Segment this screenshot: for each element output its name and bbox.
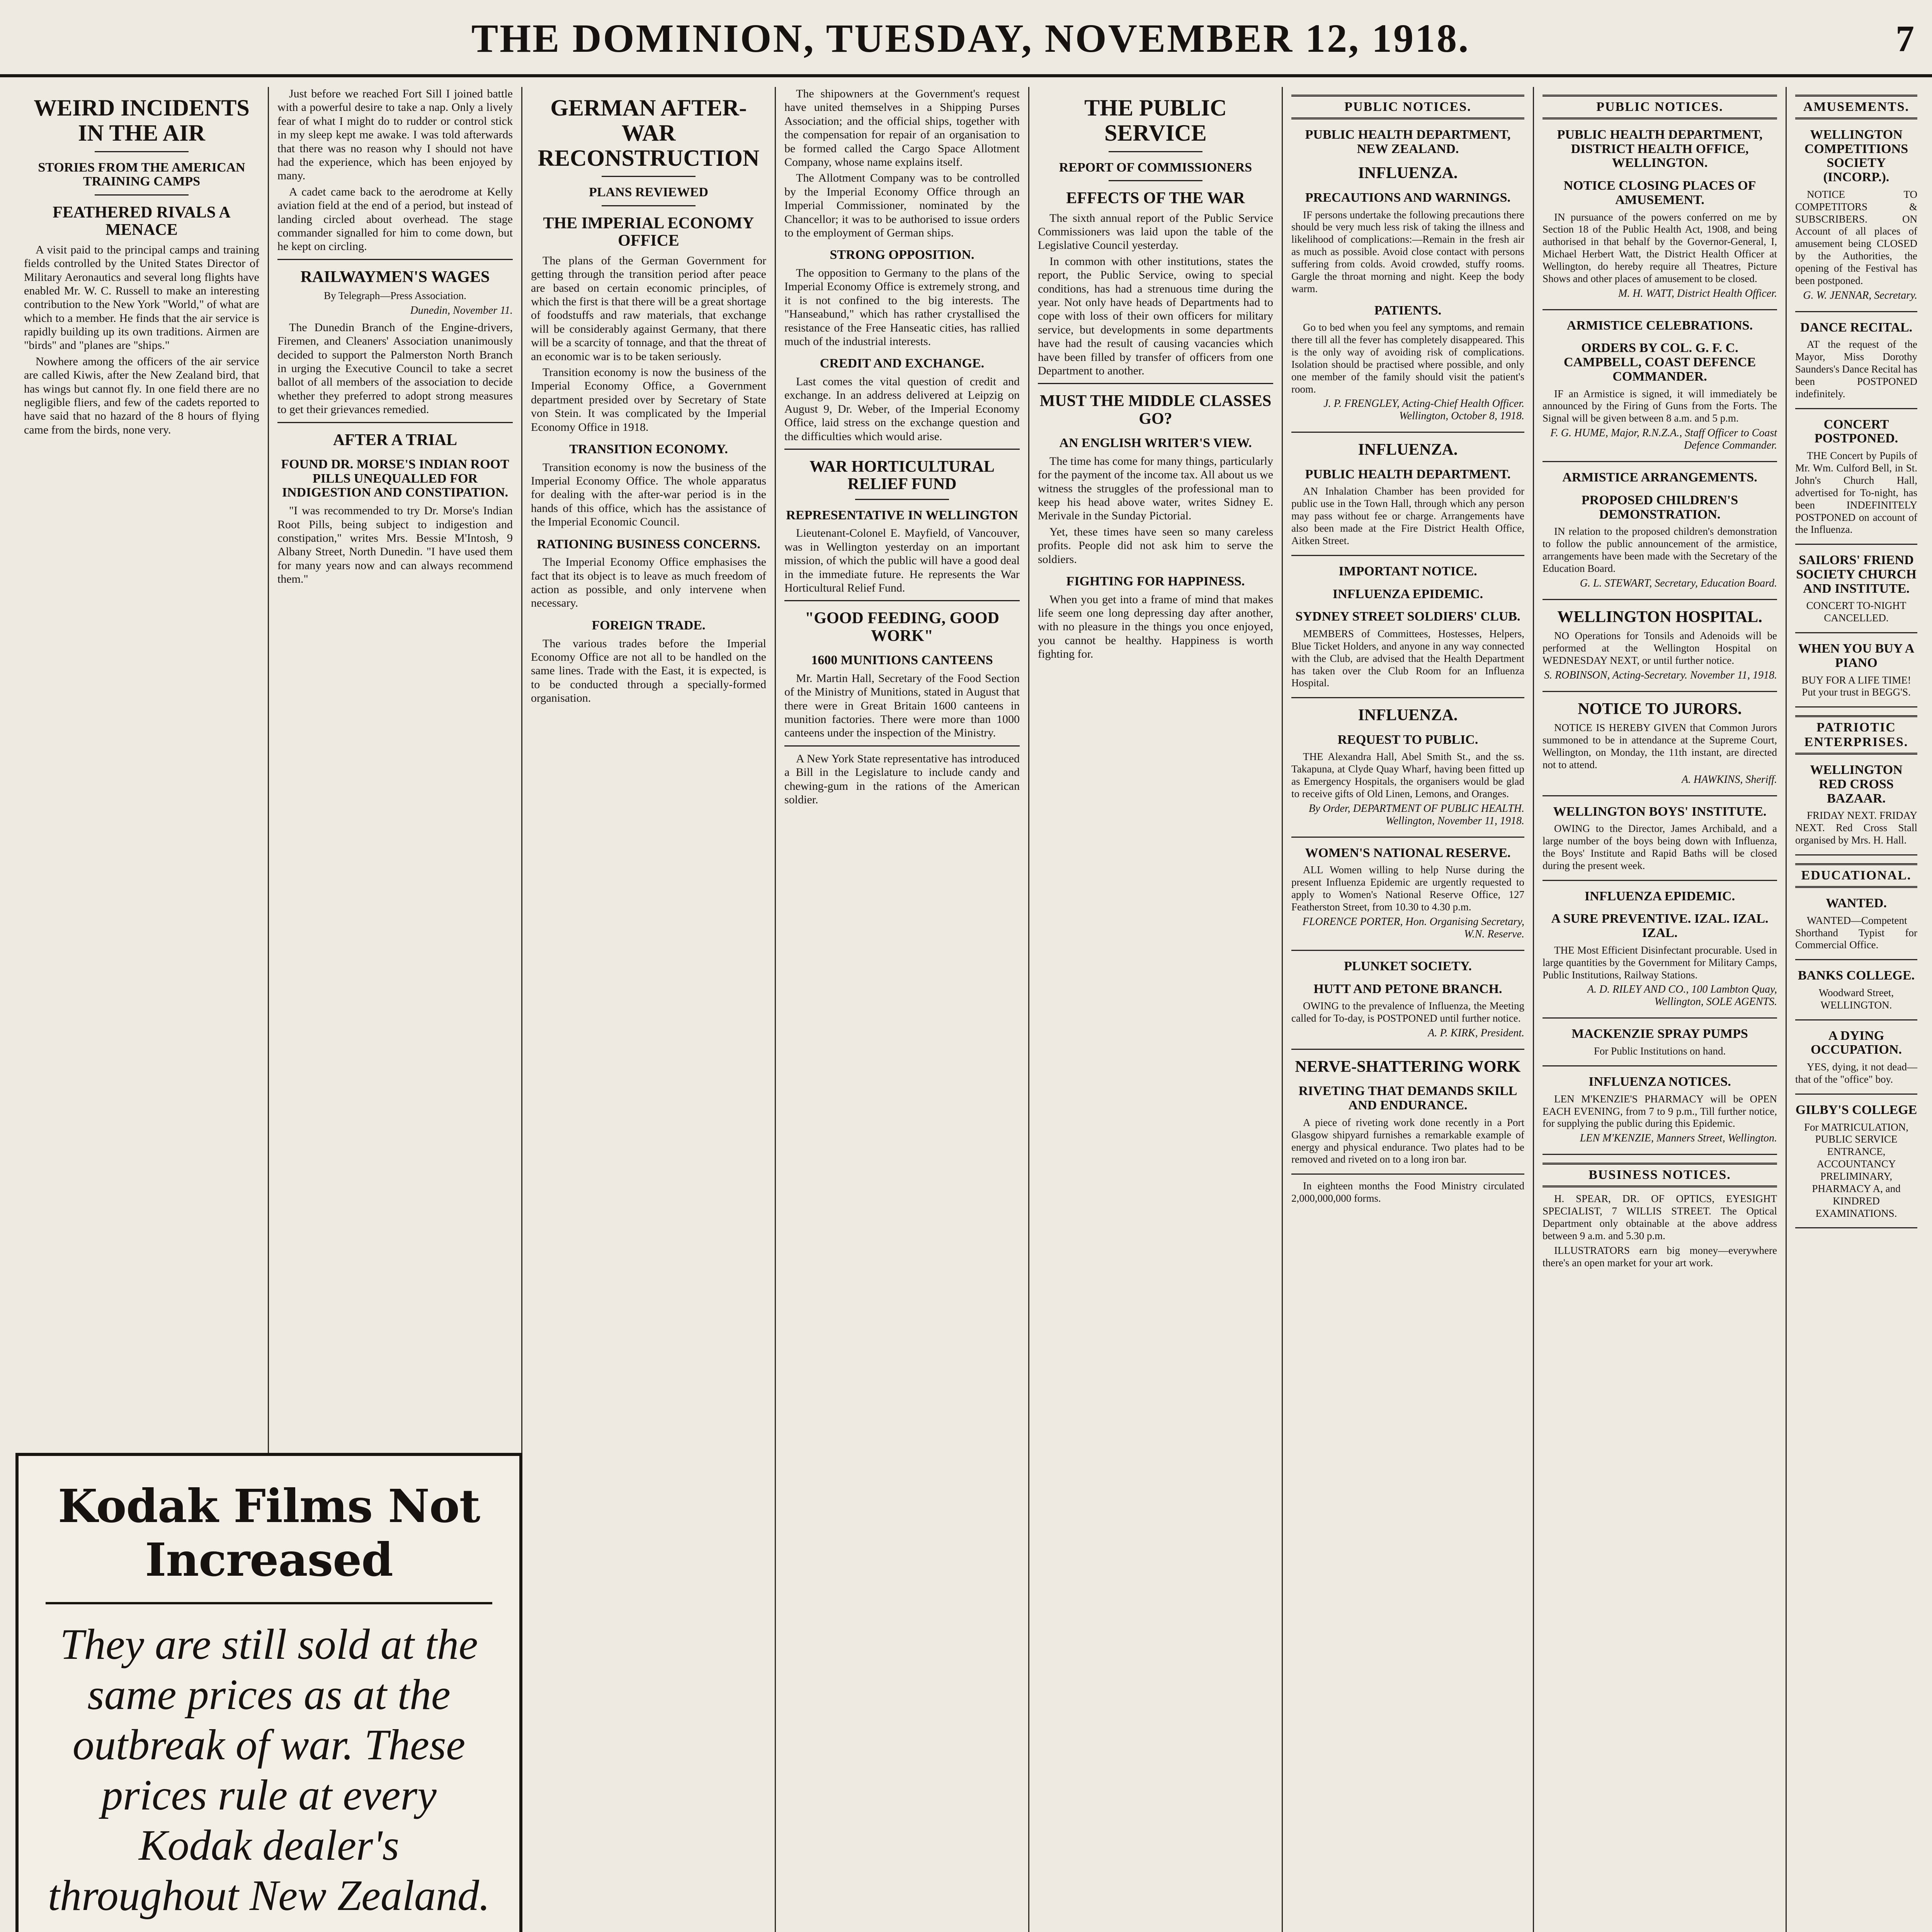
- notice-heading: PATIENTS.: [1374, 303, 1442, 318]
- kodak-advertisement: [15, 1453, 522, 1932]
- notice-heading: WELLINGTON COMPETITIONS SOCIETY (INCORP.).: [1804, 128, 1908, 185]
- news-brief: In eighteen months the Food Ministry circulated 2,000,000,000 forms.: [1291, 1180, 1524, 1204]
- notice-text: THE Alexandra Hall, Abel Smith St., and the ss. Takapuna, at Clyde Quay Wharf, having been fitted up as Emergency Hospitals, the organisers would be glad to receive gifts of Old Linen, Lemons, and Oranges.: [1291, 751, 1524, 799]
- ad-body-text: They are still sold at the same prices as at the outbreak of war. These prices rule at every Kodak dealer's throughout New Zealand.: [48, 1621, 490, 1920]
- notice: [1795, 1029, 1917, 1095]
- notice-text: AN Inhalation Chamber has been provided for public use in the Town Hall, through which any person may pass without fee or charge. Arrangements have also been made at the Fire District Health Office, Aitken Street.: [1291, 485, 1524, 546]
- page-number: 7: [1896, 18, 1914, 59]
- notice: [1291, 707, 1524, 838]
- column-3: [522, 87, 776, 1932]
- divider: [784, 449, 1020, 450]
- article-headline: RAILWAYMEN'S WAGES: [300, 268, 490, 286]
- notice: [1543, 889, 1777, 1019]
- article-paragraph: Transition economy is now the business of the Imperial Economy Office, a Government department presided over by Secretary of State von Stein. It was complicated by the Imperial Economy Office in 1918.: [531, 366, 766, 434]
- article-paragraph: Lieutenant-Colonel E. Mayfield, of Vancouver, was in Wellington yesterday on an important mission, of which the public will have a good deal in the immediate future. He represents the War Horticultural Relief Fund.: [784, 527, 1020, 595]
- notice-heading: INFLUENZA NOTICES.: [1588, 1075, 1731, 1089]
- notice-text: MEMBERS of Committees, Hostesses, Helpers, Blue Ticket Holders, and anyone in any way connected with the Club, are advised that the Health Department has taken over the Club Room for an Influenza Hospital.: [1291, 628, 1524, 689]
- divider: [602, 176, 696, 177]
- notice-heading: HUTT AND PETONE BRANCH.: [1313, 981, 1502, 996]
- article: [1291, 1058, 1524, 1175]
- notice-text: NOTICE TO COMPETITORS & SUBSCRIBERS. ON Account of all places of amusement being CLOSED by the Authorities, the opening of the Festival has been postponed.: [1795, 188, 1917, 286]
- notice-heading: PUBLIC HEALTH DEPARTMENT, NEW ZEALAND.: [1305, 128, 1511, 156]
- notice-text: OWING to the Director, James Archibald, and a large number of the boys being down with Influenza, the Boys' Institute and Rapid Baths will be closed during the present week.: [1543, 823, 1777, 871]
- column-4: [776, 87, 1029, 1932]
- article-subheadline: EFFECTS OF THE WAR: [1066, 189, 1245, 207]
- notice-heading: INFLUENZA EPIDEMIC.: [1584, 889, 1735, 903]
- notice: [1795, 128, 1917, 312]
- notice-heading: CONCERT POSTPONED.: [1814, 417, 1898, 446]
- divider: [784, 600, 1020, 601]
- notice-text: IN pursuance of the powers conferred on me by Section 18 of the Public Health Act, 1908, and being authorised in that behalf by the Governor-General, I, Michael Herbert Watt, the District Health Officer at Wellington, do hereby require all Theatres, Picture Shows and other places of amusement to be closed.: [1543, 211, 1777, 284]
- article-headline: WEIRD INCIDENTS IN THE AIR: [34, 95, 250, 146]
- masthead: [0, 0, 1932, 77]
- notice: [1795, 553, 1917, 633]
- notice-text: AT the request of the Mayor, Miss Dorothy Saunders's Dance Recital has been POSTPONED indefinitely.: [1795, 338, 1918, 400]
- article-paragraph: The Dunedin Branch of the Engine-drivers, Firemen, and Cleaners' Association unanimously decided to support the Palmerston North Branch in urging the Executive Council to take a secret ballot of all members of the association to decide whether they preferred to adopt strong measures to get their grievances remedied.: [277, 321, 513, 416]
- notice: [1543, 128, 1777, 310]
- notice-text: OWING to the prevalence of Influenza, the Meeting called for To-day, is POSTPONED until further notice.: [1291, 1000, 1524, 1024]
- section-subhead: TRANSITION ECONOMY.: [569, 442, 728, 456]
- notice-heading: INFLUENZA.: [1358, 164, 1458, 182]
- notice-heading: PLUNKET SOCIETY.: [1344, 959, 1472, 973]
- notice-signature: G. L. STEWART, Secretary, Education Board.: [1580, 577, 1777, 589]
- notice: [1291, 128, 1524, 433]
- ad-headline: Kodak Films Not Increased: [58, 1479, 480, 1587]
- notice: [1543, 609, 1777, 692]
- notice-heading: ARMISTICE CELEBRATIONS.: [1566, 318, 1753, 333]
- divider: [784, 745, 1020, 747]
- notice-text: YES, dying, it not dead—that of the "office" boy.: [1795, 1061, 1917, 1085]
- section-title: PUBLIC NOTICES.: [1291, 95, 1524, 119]
- column-7-public-notices: [1534, 87, 1787, 1932]
- article-paragraph: "I was recommended to try Dr. Morse's Indian Root Pills, being subject to indigestion and constipation," writes Mrs. Bessie M'Intosh, 9 Albany Street, North Dunedin. "I have used them for many years now and can always recommend them.": [277, 504, 513, 586]
- article-headline: MUST THE MIDDLE CLASSES GO?: [1039, 392, 1272, 428]
- divider: [855, 499, 949, 500]
- news-brief: A New York State representative has introduced a Bill in the Legislature to include candy and chewing-gum in the rations of the American soldier.: [784, 752, 1020, 806]
- notice-signature: M. H. WATT, District Health Officer.: [1618, 287, 1777, 299]
- notice: [1795, 896, 1917, 960]
- notice-heading: WOMEN'S NATIONAL RESERVE.: [1305, 845, 1511, 860]
- notice-heading: A SURE PREVENTIVE. IZAL. IZAL. IZAL.: [1551, 912, 1769, 940]
- article-paragraph: A piece of riveting work done recently in a Port Glasgow shipyard furnishes a remarkable example of energy and physical endurance. Two plates had to be removed and riveted on to a long iron bar.: [1291, 1116, 1524, 1165]
- article-headline: GERMAN AFTER-WAR RECONSTRUCTION: [537, 95, 760, 171]
- notice-heading: INFLUENZA.: [1358, 706, 1458, 724]
- notice: [1291, 565, 1524, 698]
- section-title: PUBLIC NOTICES.: [1543, 95, 1777, 119]
- notice: [1795, 321, 1917, 409]
- article-paragraph: The shipowners at the Government's request have united themselves in a Shipping Purses Association; and the official ships, together with the compensation for repair of an organisation to be formed called the Cargo Space Allotment Company, whose name explains itself.: [784, 87, 1020, 168]
- article-paragraph: Yet, these times have seen so many careless profits. People did not ask him to serve the soldiers.: [1038, 525, 1273, 566]
- notice-text: THE Most Efficient Disinfectant procurable. Used in large quantities by the Government for Military Camps, Public Institutions, Railway Stations.: [1543, 944, 1777, 981]
- notice-text: For MATRICULATION, PUBLIC SERVICE ENTRANCE, ACCOUNTANCY PRELIMINARY, PHARMACY A, and KINDRED EXAMINATIONS.: [1804, 1121, 1908, 1219]
- article-headline: THE PUBLIC SERVICE: [1084, 95, 1227, 146]
- notice-text: NOTICE IS HEREBY GIVEN that Common Jurors summoned to be in attendance at the Supreme Court, Wellington, on Monday, the 11th instant, are directed not to attend.: [1543, 722, 1777, 770]
- article-paragraph: Transition economy is now the business of the Imperial Economy Office. The whole apparatus for dealing with the after-war period is in the hands of this office, which has the assistance of the Imperial Economic Council.: [531, 461, 766, 529]
- notice-signature: A. P. KIRK, President.: [1428, 1027, 1524, 1039]
- notice-text: IF an Armistice is signed, it will immediately be announced by the Firing of Guns from the Forts. The Signal will be given between 8 a.m. and 5 p.m.: [1543, 388, 1777, 424]
- notice-heading: IMPORTANT NOTICE.: [1338, 564, 1477, 578]
- article-subheadline: RIVETING THAT DEMANDS SKILL AND ENDURANCE.: [1298, 1084, 1517, 1113]
- notice: [1795, 969, 1917, 1020]
- section-subhead: FOREIGN TRADE.: [592, 618, 706, 633]
- notice-heading: INFLUENZA EPIDEMIC.: [1332, 587, 1483, 601]
- notice-heading: WHEN YOU BUY A PIANO: [1798, 641, 1915, 670]
- section-title: BUSINESS NOTICES.: [1543, 1163, 1777, 1187]
- notice-heading: A DYING OCCUPATION.: [1811, 1028, 1902, 1057]
- notice-text: NO Operations for Tonsils and Adenoids will be performed at the Wellington Hospital on WEDNESDAY NEXT, or until further notice.: [1543, 630, 1777, 666]
- section-subhead: FIGHTING FOR HAPPINESS.: [1066, 574, 1245, 588]
- article-paragraph: Mr. Martin Hall, Secretary of the Food Section of the Ministry of Munitions, stated in August that there were in Great Britain 1600 canteens in munition factories. There were more than 1000 canteens under the inspection of the Ministry.: [784, 672, 1020, 740]
- notice-heading: SYDNEY STREET SOLDIERS' CLUB.: [1295, 609, 1520, 624]
- notice-heading: MACKENZIE SPRAY PUMPS: [1571, 1027, 1748, 1041]
- divider: [95, 194, 189, 196]
- notice: [1795, 418, 1917, 545]
- notice-text: IN relation to the proposed children's demonstration to follow the public announcement of the armistice, arrangements have been made with the Secretary of the Education Board.: [1543, 526, 1777, 574]
- section-title: EDUCATIONAL.: [1795, 863, 1917, 888]
- divider: [1038, 383, 1273, 384]
- section-title: PATRIOTIC ENTERPRISES.: [1795, 715, 1917, 755]
- notice-text: FRIDAY NEXT. FRIDAY NEXT. Red Cross Stall organised by Mrs. H. Hall.: [1795, 810, 1917, 846]
- section-subhead: CREDIT AND EXCHANGE.: [820, 356, 985, 371]
- article-paragraph: The plans of the German Government for getting through the transition period after peace are based on certain economic principles, of which the first is that there will be a great shortage of foodstuffs and raw materials, that exchange will be considerably against Germany, that there will be a scarcity of tonnage, and that the threat of an economic war is to be taken seriously.: [531, 254, 766, 363]
- dateline: Dunedin, November 11.: [410, 304, 513, 316]
- notice-text: CONCERT TO-NIGHT CANCELLED.: [1806, 600, 1906, 624]
- article-paragraph: The Allotment Company was to be controlled by the Imperial Economy Office through an Imperial Commissioner, nominated by the Chancellor; it was to be authorised to issue orders to the employment of German ships.: [784, 172, 1020, 239]
- column-8-amusements: [1787, 87, 1926, 1932]
- notice-text: ALL Women willing to help Nurse during the present Influenza Epidemic are urgently requested to apply to Women's National Reserve Office, 127 Featherston Street, from 10.30 to 4.30 p.m.: [1291, 864, 1524, 913]
- notice-heading: PRECAUTIONS AND WARNINGS.: [1305, 190, 1511, 205]
- divider: [602, 205, 696, 206]
- notice-text: For Public Institutions on hand.: [1594, 1045, 1726, 1057]
- divider: [1109, 180, 1203, 181]
- notice: [1543, 319, 1777, 462]
- notice: [1543, 471, 1777, 600]
- article-paragraph: A visit paid to the principal camps and training fields controlled by the United States Director of Military Aeronautics and several long flights have enabled Mr. W. C. Russell to make an interesting contribution to the New York "World," of what are which to a member. He finds that the air service is rapidly building up its own traditions. Airmen are "birds" and "planes are "ships.": [24, 243, 259, 352]
- ad-divider: [46, 1602, 492, 1604]
- article-subheadline: AN ENGLISH WRITER'S VIEW.: [1059, 436, 1252, 451]
- notice: [1543, 1075, 1777, 1155]
- notice-text: ILLUSTRATORS earn big money—everywhere there's an open market for your art work.: [1543, 1244, 1777, 1269]
- notice-heading: DANCE RECITAL.: [1800, 320, 1913, 335]
- article-subheadline: STORIES FROM THE AMERICAN TRAINING CAMPS: [38, 160, 245, 189]
- article-headline: AFTER A TRIAL: [333, 431, 457, 449]
- divider: [277, 259, 513, 260]
- notice-heading: BANKS COLLEGE.: [1798, 968, 1915, 983]
- article-paragraph: Just before we reached Fort Sill I joined battle with a powerful desire to take a nap. Only a lively fear of what I might do to rudder or control stick in my sleep kept me awake. I was told afterwards that there was no reason why I should not have had the experience, which has been enjoyed by many.: [277, 87, 513, 182]
- notice-heading: GILBY'S COLLEGE: [1795, 1102, 1917, 1117]
- article-paragraph: The Imperial Economy Office emphasises the fact that its object is to leave as much freedom of action as possible, and only intervene when necessary.: [531, 556, 766, 610]
- notice-text: WANTED—Competent Shorthand Typist for Commercial Office.: [1795, 914, 1917, 951]
- notice-heading: INFLUENZA.: [1358, 441, 1458, 459]
- notice-heading: ARMISTICE ARRANGEMENTS.: [1562, 470, 1757, 485]
- notice-signature: By Order, DEPARTMENT OF PUBLIC HEALTH. Wellington, November 11, 1918.: [1308, 802, 1524, 827]
- notice: [1543, 701, 1777, 796]
- notice-text: BUY FOR A LIFE TIME! Put your trust in BEGG'S.: [1801, 674, 1911, 698]
- notice-text: Woodward Street, WELLINGTON.: [1818, 987, 1894, 1011]
- notice-signature: F. G. HUME, Major, R.N.Z.A., Staff Officer to Coast Defence Commander.: [1550, 427, 1777, 452]
- notice-heading: WELLINGTON HOSPITAL.: [1557, 608, 1762, 626]
- notice-heading: WELLINGTON RED CROSS BAZAAR.: [1810, 763, 1903, 806]
- notice-signature: S. ROBINSON, Acting-Secretary. November 11, 1918.: [1544, 669, 1777, 681]
- notice: [1795, 763, 1917, 855]
- divider: [95, 151, 189, 152]
- notice-heading: SAILORS' FRIEND SOCIETY CHURCH AND INSTITUTE.: [1796, 553, 1917, 596]
- notice-signature: A. D. RILEY AND CO., 100 Lambton Quay, Wellington, SOLE AGENTS.: [1587, 983, 1777, 1008]
- masthead-title: THE DOMINION, TUESDAY, NOVEMBER 12, 1918.: [471, 16, 1470, 61]
- divider: [277, 422, 513, 423]
- notice-heading: WELLINGTON BOYS' INSTITUTE.: [1553, 804, 1767, 819]
- notice-heading: WANTED.: [1826, 896, 1887, 910]
- article-subheadline: REPRESENTATIVE IN WELLINGTON: [786, 508, 1018, 522]
- notice-text: THE Concert by Pupils of Mr. Wm. Culford Bell, in St. John's Church Hall, advertised for To-night, has been INDEFINITELY POSTPONED on account of the Influenza.: [1795, 450, 1917, 536]
- notice: [1795, 1103, 1917, 1229]
- column-6-public-notices: [1283, 87, 1534, 1932]
- article-subheadline: FOUND DR. MORSE'S INDIAN ROOT PILLS UNEQUALLED FOR INDIGESTION AND CONSTIPATION.: [281, 457, 509, 500]
- notice-heading: REQUEST TO PUBLIC.: [1337, 732, 1478, 747]
- article-paragraph: The sixth annual report of the Public Service Commissioners was laid upon the table of the Legislative Council yesterday.: [1038, 211, 1273, 252]
- notice: [1543, 1027, 1777, 1066]
- notice: [1291, 959, 1524, 1050]
- article-paragraph: Nowhere among the officers of the air service are called Kiwis, after the New Zealand bird, that has wings but cannot fly. In one field there are no negligible fliers, and few of the cadets reported to have said that no hazard of the 8 hours of flying came from the birds, none very.: [24, 355, 259, 436]
- notice: [1291, 846, 1524, 951]
- notice-heading: PROPOSED CHILDREN'S DEMONSTRATION.: [1581, 493, 1738, 522]
- article-paragraph: Last comes the vital question of credit and exchange. In an address delivered at Leipzig on August 9, Dr. Weber, of the Imperial Economy Office, laid stress on the exchange question and the difficulties which would arise.: [784, 375, 1020, 443]
- notice-heading: NOTICE CLOSING PLACES OF AMUSEMENT.: [1563, 179, 1756, 207]
- article-headline: NERVE-SHATTERING WORK: [1295, 1058, 1521, 1076]
- notice-heading: PUBLIC HEALTH DEPARTMENT, DISTRICT HEALTH OFFICE, WELLINGTON.: [1557, 128, 1763, 170]
- notice: [1795, 642, 1917, 707]
- notice-text: IF persons undertake the following precautions there should be very much less risk of taking the illness and likelihood of complications:—Remain in the fresh air as much as possible. Avoid close contact with persons suffering from colds. Avoid crowded, stuffy rooms. Gargle the throat morning and night. Keep the body warm.: [1291, 209, 1524, 294]
- divider: [1109, 151, 1203, 152]
- article-headline: "GOOD FEEDING, GOOD WORK": [805, 609, 999, 645]
- article-paragraph: In common with other institutions, states the report, the Public Service, owing to special conditions, has had a strenuous time during the year. Not only have heads of Departments had to cope with loss of their own officers for military service, but developments in some departments have had the result of causing vacancies which have been filled by transfer of officers from one Department to another.: [1038, 255, 1273, 377]
- notice-heading: NOTICE TO JURORS.: [1578, 700, 1742, 718]
- article-paragraph: When you get into a frame of mind that makes life seem one long depressing day after another, with no pleasure in the things you once enjoyed, you cannot be healthy. Happiness is worth fighting for.: [1038, 593, 1273, 661]
- column-5: [1029, 87, 1283, 1932]
- notice-signature: J. P. FRENGLEY, Acting-Chief Health Officer. Wellington, October 8, 1918.: [1323, 398, 1524, 422]
- article-subheadline: PLANS REVIEWED: [589, 185, 708, 200]
- notice-heading: ORDERS BY COL. G. F. C. CAMPBELL, COAST DEFENCE COMMANDER.: [1563, 341, 1756, 384]
- notice: [1543, 805, 1777, 881]
- article-subheadline: FEATHERED RIVALS A MENACE: [53, 204, 231, 239]
- notice-signature: LEN M'KENZIE, Manners Street, Wellington.: [1580, 1132, 1777, 1145]
- article-paragraph: The time has come for many things, particularly for the payment of the income tax. All about us we witness the struggles of the professional man to keep his head above water, writes Sidney E. Merivale in the Sunday Pictorial.: [1038, 454, 1274, 522]
- article-paragraph: A cadet came back to the aerodrome at Kelly aviation field at the end of a period, but instead of landing circled about overhead. The stage commander signalled for him to come down, but he kept on circling.: [277, 185, 513, 253]
- notice: [1291, 441, 1524, 556]
- notice-text: Go to bed when you feel any symptoms, and remain there till all the fever has completely disappeared. This is the only way of avoiding risk of complications. Isolation should be practised where possible, and only one member of the family should visit the patient's room.: [1291, 321, 1524, 395]
- article-paragraph: The various trades before the Imperial Economy Office are not all to be handled on the same lines. Trade with the East, it is expected, is to be conducted through a specially-formed organisation.: [531, 637, 766, 705]
- byline: By Telegraph—Press Association.: [324, 290, 466, 302]
- notice-signature: G. W. JENNAR, Secretary.: [1803, 289, 1917, 301]
- notice-signature: FLORENCE PORTER, Hon. Organising Secretary, W.N. Reserve.: [1302, 915, 1524, 940]
- article-subheadline: 1600 MUNITIONS CANTEENS: [811, 653, 993, 668]
- notice-text: H. SPEAR, DR. OF OPTICS, EYESIGHT SPECIALIST, 7 WILLIS STREET. The Optical Department only obtainable at the above address between 9 a.m. and 5.30 p.m.: [1543, 1193, 1777, 1242]
- notice-heading: PUBLIC HEALTH DEPARTMENT.: [1305, 467, 1511, 481]
- section-subhead: STRONG OPPOSITION.: [830, 248, 975, 262]
- article-subheadline: REPORT OF COMMISSIONERS: [1059, 160, 1252, 175]
- notice-signature: A. HAWKINS, Sheriff.: [1681, 773, 1777, 786]
- section-title: AMUSEMENTS.: [1795, 95, 1917, 119]
- section-subhead: RATIONING BUSINESS CONCERNS.: [537, 537, 760, 551]
- article-subheadline: THE IMPERIAL ECONOMY OFFICE: [543, 214, 754, 250]
- article-paragraph: The opposition to Germany to the plans of the Imperial Economy Office is extremely strong, and it is not confined to the big interests. The "Hanseabund," which has rather crystallised the resistance of the Free Hanseatic cities, has rallied much of the industrial interests.: [784, 267, 1020, 348]
- notice-text: LEN M'KENZIE'S PHARMACY will be OPEN EACH EVENING, from 7 to 9 p.m., Till further notice, for supplying the public during this Epidemic.: [1543, 1093, 1777, 1129]
- article-headline: WAR HORTICULTURAL RELIEF FUND: [810, 458, 995, 493]
